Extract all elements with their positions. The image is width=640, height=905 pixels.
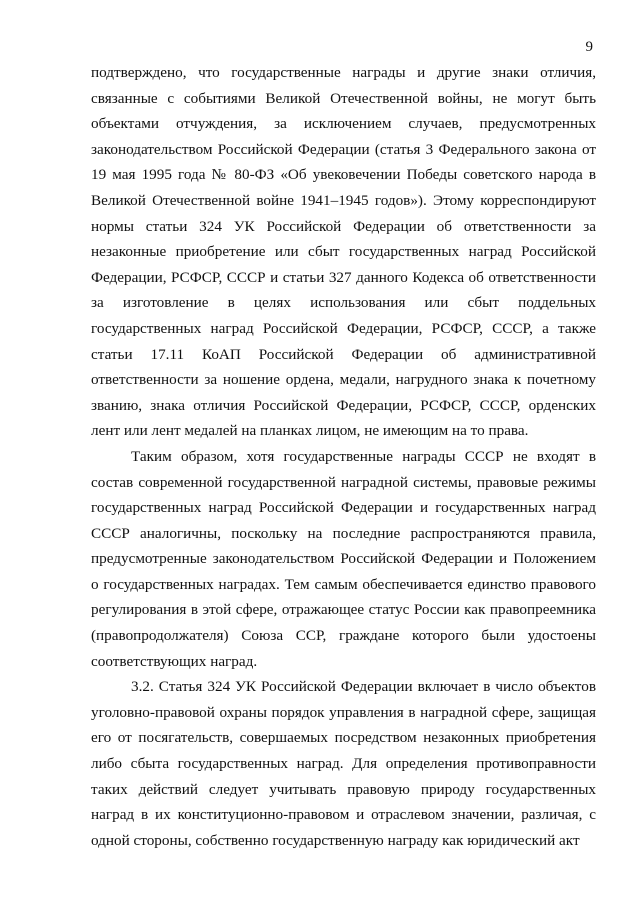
paragraph-conclusion: Таким образом, хотя государственные награды СССР не входят в состав современной государственной наградной системы, правовые режимы государственных наград Российской Федерации и государственных наград СССР аналогичны, поскольку на последние распространяются правила, предусмотренные законодательством Российской Федерации и Положением о государственных наградах. Тем самым обеспечивается единство правового регулирования в этой сфере, отражающее статус России как правопреемника (правопродолжателя) Союза ССР, граждане которого были удостоены соответствующих наград. (91, 447, 596, 670)
paragraph-continuation: подтверждено, что государственные награды и другие знаки отличия, связанные с событиями Великой Отечественной войны, не могут быть объектами отчуждения, за исключением случаев, предусмотренных законодательством Российской Федерации (статья 3 Федерального закона от 19 мая 1995 года № 80-ФЗ «Об увековечении Победы советского народа в Великой Отечественной войне 1941–1945 годов»). Этому корреспондируют нормы статьи 324 УК Российской Федерации об ответственности за незаконные приобретение или сбыт государственных наград Российской Федерации, РСФСР, СССР и статьи 327 данного Кодекса об ответственности за изготовление в целях использования или сбыт поддельных государственных наград Российской Федерации, РСФСР, СССР, а также статьи 17.11 КоАП Российской Федерации об административной ответственности за ношение ордена, медали, нагрудного знака к почетному званию, знака отличия Российской Федерации, РСФСР, СССР, орденских лент или лент медалей на планках лицом, не имеющим на то права. (91, 64, 596, 440)
page-number: 9 (585, 39, 593, 55)
document-body (91, 60, 596, 853)
paragraph-section-3-2: 3.2. Статья 324 УК Российской Федерации включает в число объектов уголовно-правовой охраны порядок управления в наградной сфере, защищая его от посягательств, совершаемых посредством незаконных приобретения либо сбыта государственных наград. Для определения противоправности таких действий следует учитывать правовую природу государственных наград в их конституционно-правовом и отраслевом значении, различая, с одной стороны, собственно государственную награду как юридический акт (91, 678, 596, 849)
